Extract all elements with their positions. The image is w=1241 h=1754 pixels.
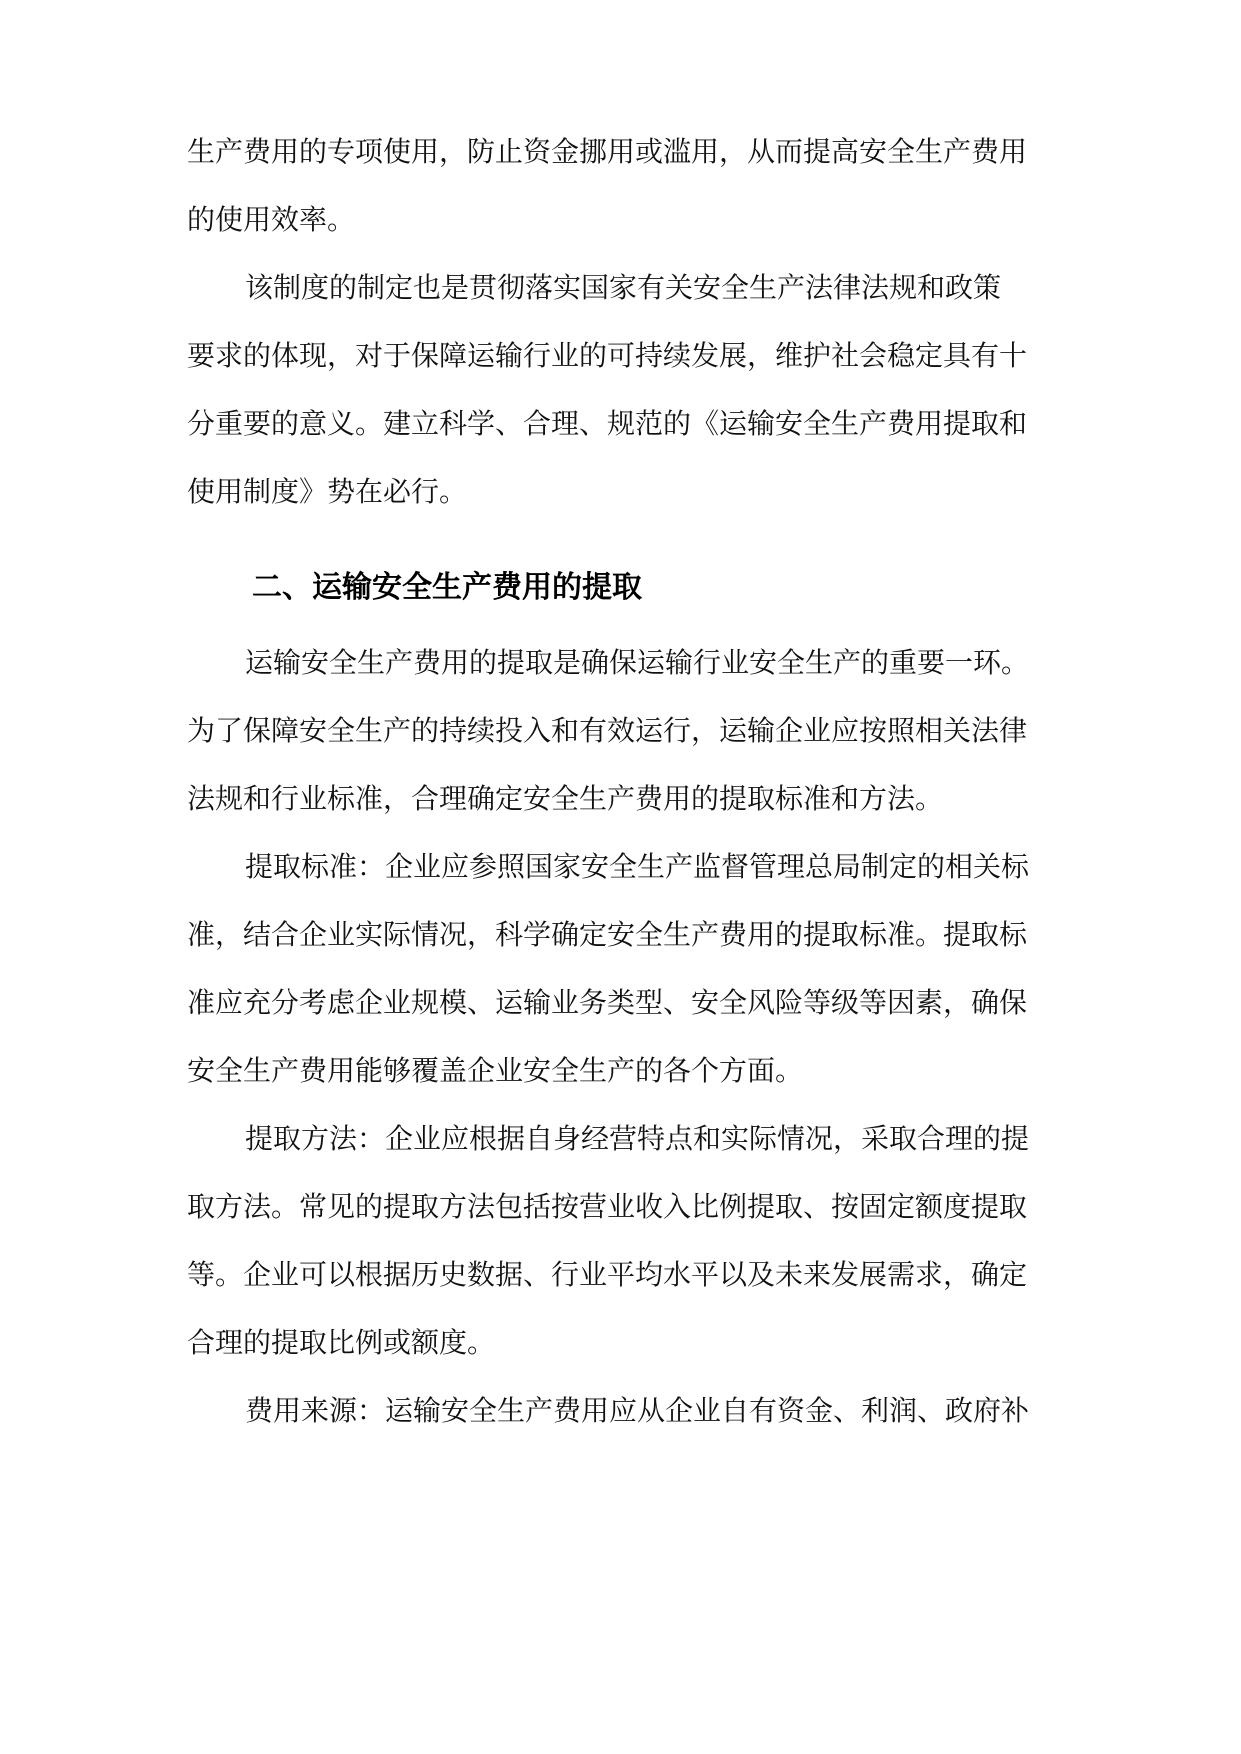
paragraph-start-line: 提取方法：企业应根据自身经营特点和实际情况，采取合理的提 xyxy=(245,1122,1030,1155)
text-line-13: 安全生产费用能够覆盖企业安全生产的各个方面。 xyxy=(187,1054,804,1087)
text-line-11: 准，结合企业实际情况，科学确定安全生产费用的提取标准。提取标 xyxy=(187,918,1028,951)
text-line-6: 使用制度》势在必行。 xyxy=(187,475,468,508)
text-line-15: 取方法。常见的提取方法包括按营业收入比例提取、按固定额度提取 xyxy=(187,1190,1028,1223)
paragraph-start-line: 运输安全生产费用的提取是确保运输行业安全生产的重要一环。 xyxy=(245,646,1030,679)
paragraph-start-line: 费用来源：运输安全生产费用应从企业自有资金、利润、政府补 xyxy=(245,1394,1030,1427)
paragraph-start-line: 该制度的制定也是贯彻落实国家有关安全生产法律法规和政策 xyxy=(245,271,1002,304)
text-line-1: 生产费用的专项使用，防止资金挪用或滥用，从而提高安全生产费用 xyxy=(187,135,1028,168)
text-line-9: 法规和行业标准，合理确定安全生产费用的提取标准和方法。 xyxy=(187,782,944,815)
paragraph-start-line: 提取标准：企业应参照国家安全生产监督管理总局制定的相关标 xyxy=(245,850,1030,883)
text-line-17: 合理的提取比例或额度。 xyxy=(187,1326,496,1359)
text-line-4: 要求的体现，对于保障运输行业的可持续发展，维护社会稳定具有十 xyxy=(187,339,1028,372)
section-heading: 二、运输安全生产费用的提取 xyxy=(252,570,642,605)
text-line-5: 分重要的意义。建立科学、合理、规范的《运输安全生产费用提取和 xyxy=(187,407,1028,440)
text-line-12: 准应充分考虑企业规模、运输业务类型、安全风险等级等因素，确保 xyxy=(187,986,1028,1019)
text-line-2: 的使用效率。 xyxy=(187,203,356,236)
text-line-16: 等。企业可以根据历史数据、行业平均水平以及未来发展需求，确定 xyxy=(187,1258,1028,1291)
text-line-8: 为了保障安全生产的持续投入和有效运行，运输企业应按照相关法律 xyxy=(187,714,1028,747)
